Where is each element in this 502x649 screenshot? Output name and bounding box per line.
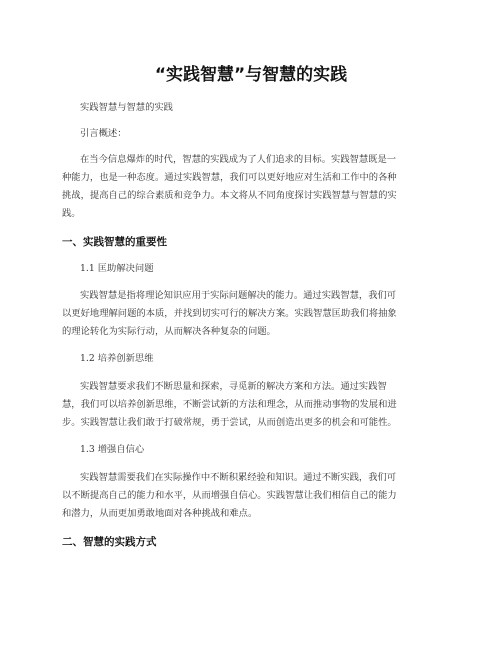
item-1-2-label: 1.2 培养创新思维 [80, 353, 154, 364]
paragraph-line: 实践智慧是指将理论知识应用于实际问题解决的能力。通过实践智慧，我们可 [80, 290, 397, 301]
paragraph-line: 实践智慧要求我们不断思量和探索，寻觅新的解决方案和方法。通过实践智 [80, 381, 387, 392]
intro-line: 践。 [62, 208, 81, 219]
paragraph-line: 和潜力，从而更加勇敢地面对各种挑战和难点。 [62, 508, 258, 519]
paragraph-line: 步。实践智慧让我们敢于打破常规，勇于尝试，从而创造出更多的机会和可能性。 [62, 417, 397, 428]
paragraph-line: 的理论转化为实际行动，从而解决各种复杂的问题。 [62, 326, 276, 337]
document-title: “实践智慧”与智慧的实践 [154, 65, 348, 85]
paragraph-line: 慧，我们可以培养创新思维，不断尝试新的方法和理念，从而推动事物的发展和进 [62, 399, 397, 410]
paragraph-line: 以更好地理解问题的本质，并找到切实可行的解决方案。实践智慧匡助我们将抽象 [62, 308, 397, 319]
intro-label: 引言概述： [80, 128, 127, 139]
intro-line: 种能力，也是一种态度。通过实践智慧，我们可以更好地应对生活和工作中的各种 [62, 172, 397, 183]
item-1-1-label: 1.1 匡助解决问题 [80, 263, 154, 274]
intro-line: 挑战，提高自己的综合素质和竞争力。本文将从不同角度探讨实践智慧与智慧的实 [62, 190, 397, 201]
subtitle-line: 实践智慧与智慧的实践 [80, 102, 173, 113]
item-1-3-label: 1.3 增强自信心 [80, 444, 145, 455]
section-2-heading: 二、智慧的实践方式 [62, 536, 157, 548]
section-1-heading: 一、实践智慧的重要性 [62, 236, 167, 248]
intro-line: 在当今信息爆炸的时代，智慧的实践成为了人们追求的目标。实践智慧既是一 [80, 154, 397, 165]
paragraph-line: 以不断提高自己的能力和水平，从而增强自信心。实践智慧让我们相信自己的能力 [62, 490, 397, 501]
paragraph-line: 实践智慧需要我们在实际操作中不断积累经验和知识。通过不断实践，我们可 [80, 472, 397, 483]
